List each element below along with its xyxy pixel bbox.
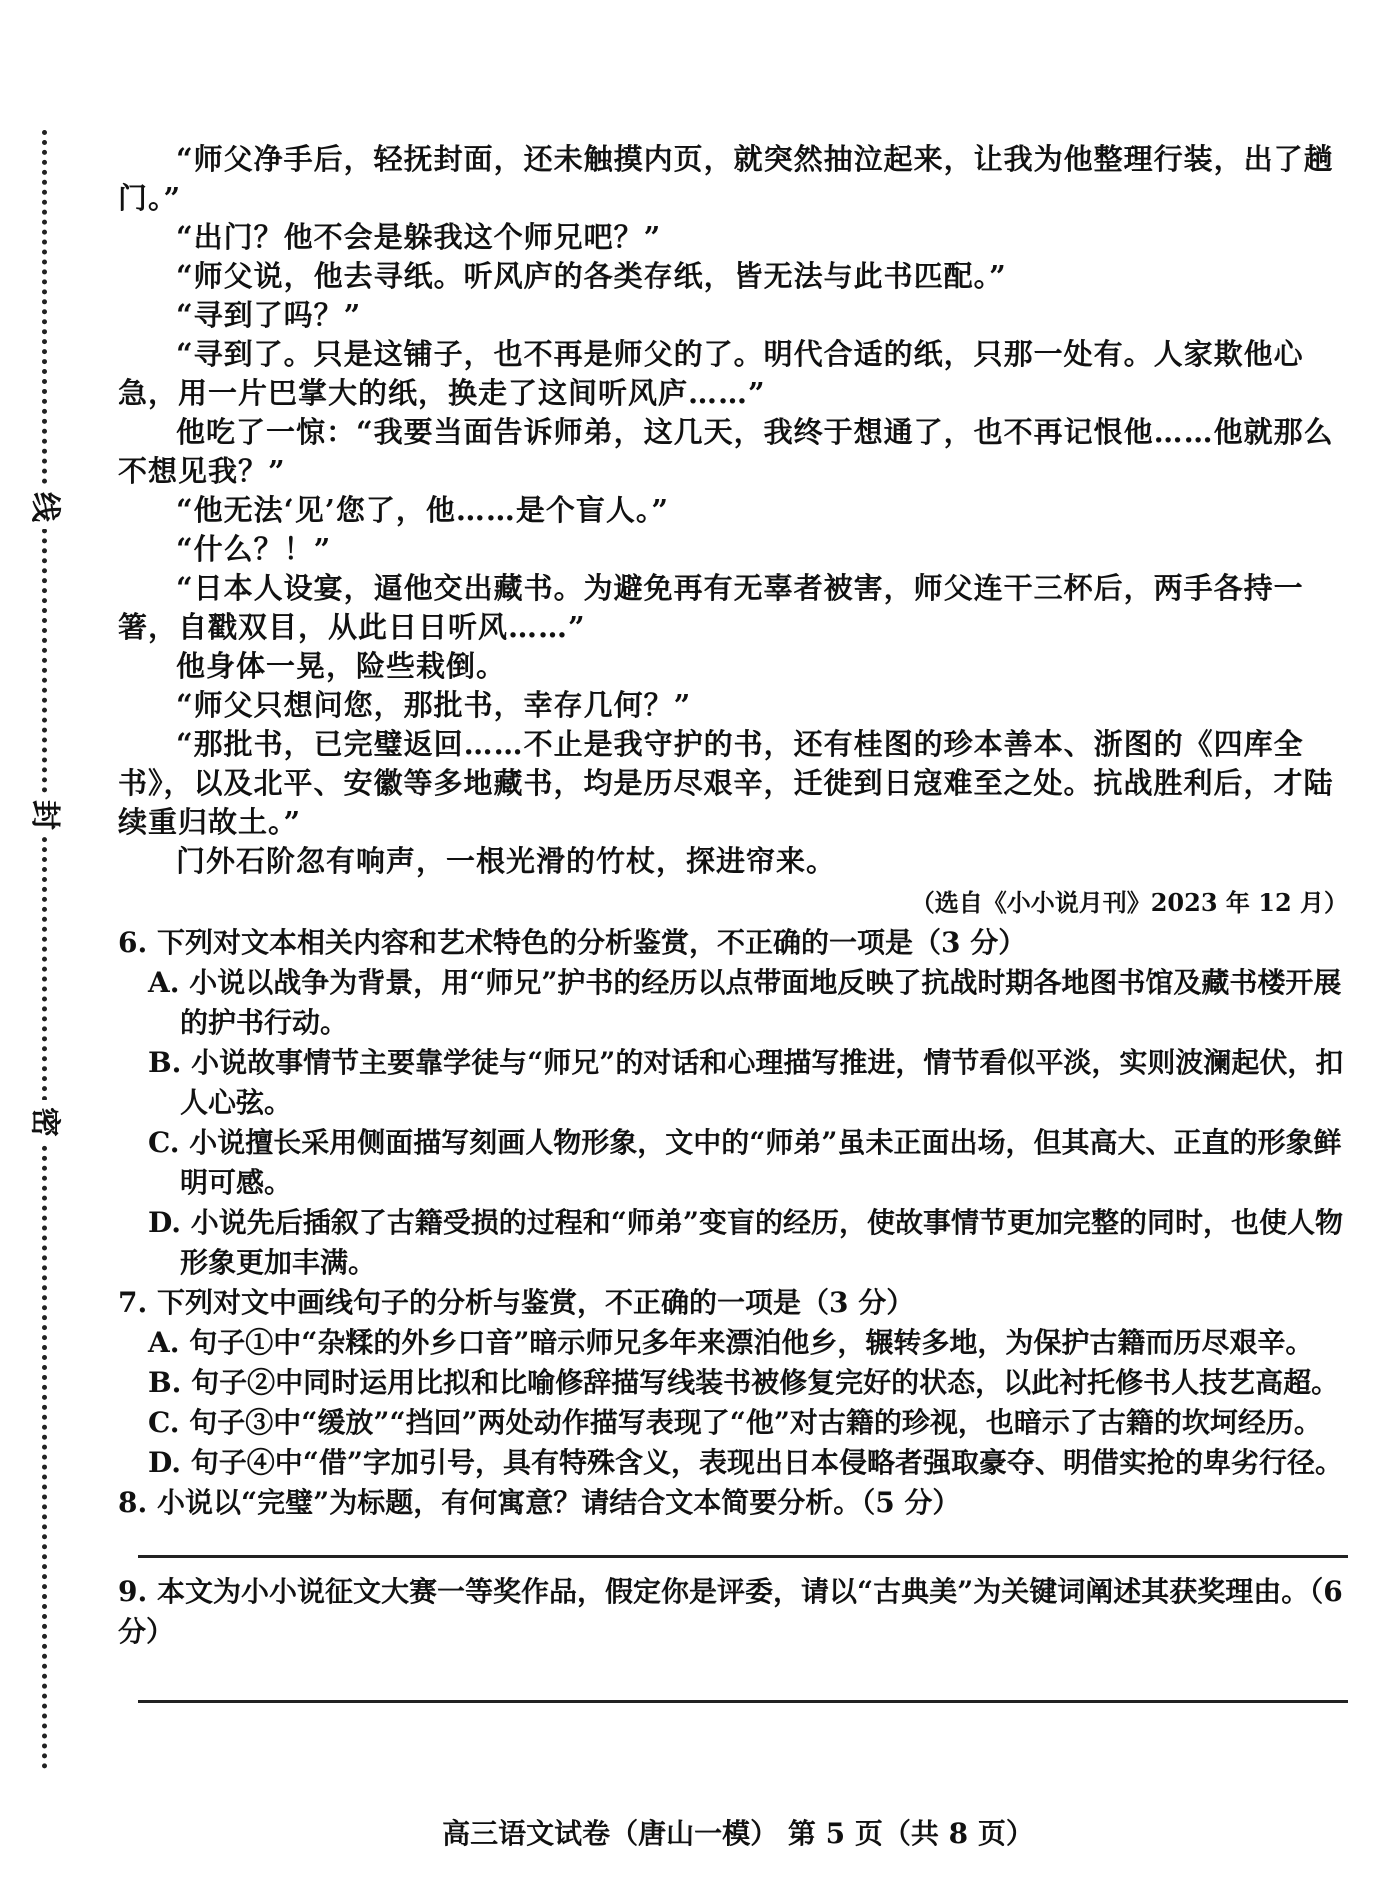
passage-paragraph: “寻到了吗？” bbox=[176, 298, 362, 332]
binding-margin bbox=[0, 0, 80, 1904]
passage-paragraph: 他吃了一惊：“我要当面告诉师弟，这几天，我终于想通了，也不再记恨他……他就那么不想见我？” bbox=[118, 415, 1334, 488]
question-stem: 7. 下列对文中画线句子的分析与鉴赏，不正确的一项是（3 分） bbox=[118, 1286, 915, 1319]
option-d: D. 小说先后插叙了古籍受损的过程和“师弟”变盲的经历，使故事情节更加完整的同时，也使人物形象更加丰满。 bbox=[148, 1206, 1343, 1279]
exam-page bbox=[118, 140, 1358, 1703]
passage-paragraph: “他无法‘见’您了，他……是个盲人。” bbox=[176, 493, 670, 527]
passage-paragraph: “寻到了。只是这铺子，也不再是师父的了。明代合适的纸，只那一处有。人家欺他心急，用一片巴掌大的纸，换走了这间听风庐……” bbox=[118, 337, 1304, 410]
binding-mark-xian: 线 bbox=[22, 485, 66, 529]
option-a: A. 小说以战争为背景，用“师兄”护书的经历以点带面地反映了抗战时期各地图书馆及藏书楼开展的护书行动。 bbox=[148, 966, 1342, 1039]
passage-paragraph: “师父说，他去寻纸。听风庐的各类存纸，皆无法与此书匹配。” bbox=[176, 259, 1007, 293]
passage-paragraph: 门外石阶忽有响声，一根光滑的竹杖，探进帘来。 bbox=[176, 844, 837, 878]
answer-line bbox=[138, 1700, 1348, 1703]
option-c: C. 小说擅长采用侧面描写刻画人物形象，文中的“师弟”虽未正面出场，但其高大、正直的形象鲜明可感。 bbox=[148, 1126, 1342, 1199]
passage-paragraph: “出门？他不会是躲我这个师兄吧？” bbox=[176, 220, 662, 254]
question-stem: 8. 小说以“完璧”为标题，有何寓意？请结合文本简要分析。（5 分） bbox=[118, 1486, 961, 1519]
source-citation: （选自《小小说月刊》2023 年 12 月） bbox=[910, 888, 1348, 917]
question-9 bbox=[118, 1572, 1358, 1703]
question-stem: 6. 下列对文本相关内容和艺术特色的分析鉴赏，不正确的一项是（3 分） bbox=[118, 926, 1027, 959]
option-b: B. 小说故事情节主要靠学徒与“师兄”的对话和心理描写推进，情节看似平淡，实则波澜起伏，扣人心弦。 bbox=[148, 1046, 1344, 1119]
binding-dotted-line bbox=[42, 130, 47, 1770]
option-b: B. 句子②中同时运用比拟和比喻修辞描写线装书被修复完好的状态，以此衬托修书人技艺高超。 bbox=[148, 1366, 1340, 1399]
passage-paragraph: “那批书，已完璧返回……不止是我守护的书，还有桂图的珍本善本、浙图的《四库全书》，以及北平、安徽等多地藏书，均是历尽艰辛，迁徙到日寇难至之处。抗战胜利后，才陆续重归故土。” bbox=[118, 727, 1334, 839]
option-d: D. 句子④中“借”字加引号，具有特殊含义，表现出日本侵略者强取豪夺、明借实抢的卑劣行径。 bbox=[148, 1446, 1343, 1479]
passage bbox=[118, 140, 1358, 881]
passage-paragraph: “什么？！” bbox=[176, 532, 332, 566]
question-6 bbox=[118, 923, 1358, 1283]
passage-paragraph: 他身体一晃，险些栽倒。 bbox=[176, 649, 507, 683]
answer-line bbox=[138, 1555, 1348, 1558]
option-c: C. 句子③中“缓放”“挡回”两处动作描写表现了“他”对古籍的珍视，也暗示了古籍的坎坷经历。 bbox=[148, 1406, 1322, 1439]
question-8 bbox=[118, 1483, 1358, 1558]
binding-mark-feng: 封 bbox=[22, 793, 66, 837]
page-footer: 高三语文试卷（唐山一模） 第 5 页（共 8 页） bbox=[442, 1817, 1034, 1850]
option-a: A. 句子①中“杂糅的外乡口音”暗示师兄多年来漂泊他乡，辗转多地，为保护古籍而历尽艰辛。 bbox=[148, 1326, 1314, 1359]
question-stem: 9. 本文为小小说征文大赛一等奖作品，假定你是评委，请以“古典美”为关键词阐述其获奖理由。（6 分） bbox=[118, 1575, 1343, 1648]
passage-paragraph: “师父只想问您，那批书，幸存几何？” bbox=[176, 688, 692, 722]
passage-paragraph: “日本人设宴，逼他交出藏书。为避免再有无辜者被害，师父连干三杯后，两手各持一箸，自戳双目，从此日日听风……” bbox=[118, 571, 1304, 644]
passage-paragraph: “师父净手后，轻抚封面，还未触摸内页，就突然抽泣起来，让我为他整理行装，出了趟门。” bbox=[118, 142, 1334, 215]
binding-mark-mi: 密 bbox=[22, 1100, 66, 1144]
question-7 bbox=[118, 1283, 1358, 1483]
